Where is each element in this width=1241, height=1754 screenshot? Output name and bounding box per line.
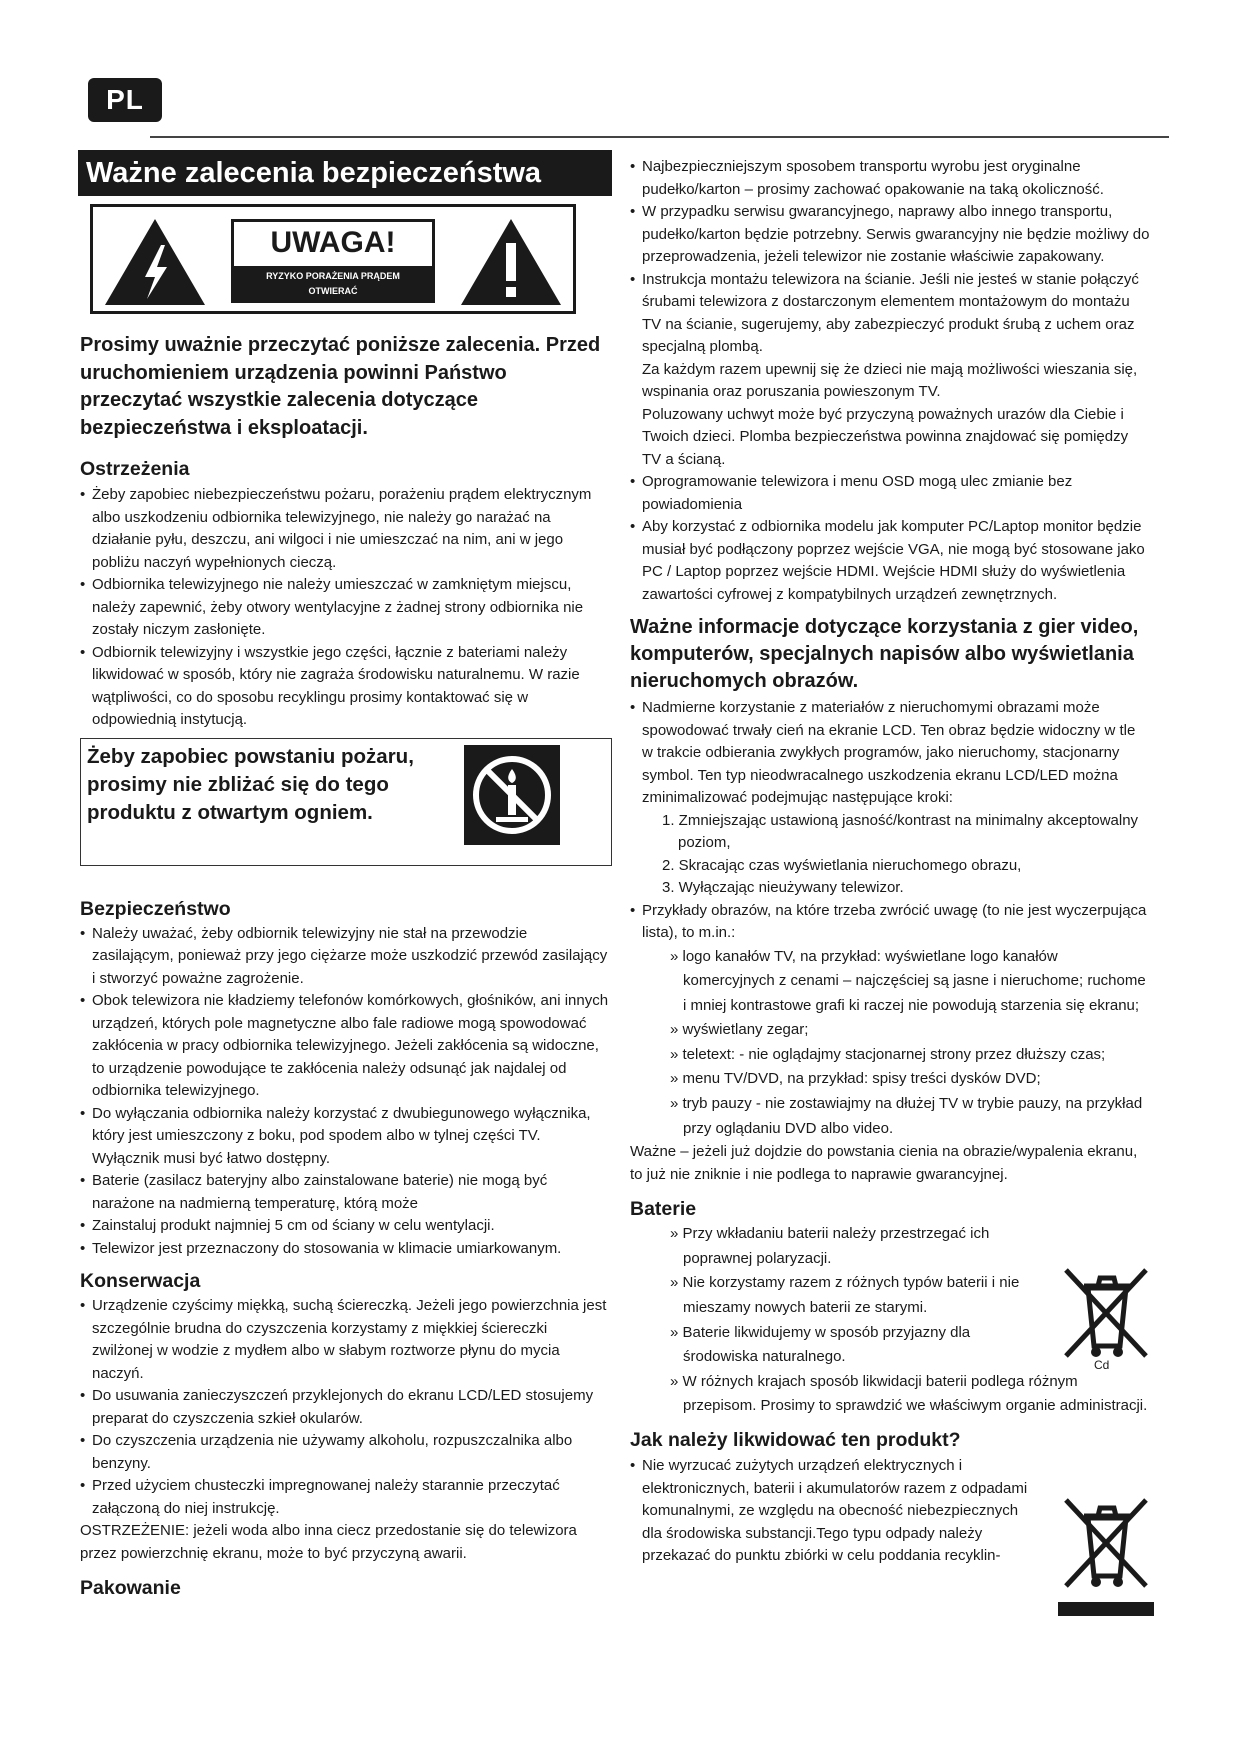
product-weee-group: [1058, 1492, 1154, 1622]
example-item: » logo kanałów TV, na przykład: wyświetlane logo kanałów komercyjnych z cenami – najczęściej są jasne i nieruchome; ruchome i mniej kontrastowe grafi ki raczej nie powodują starzenia się ekranu;: [670, 947, 1146, 1014]
crossed-bin-icon: [1058, 1262, 1154, 1362]
list-item: • Urządzenie czyścimy miękką, suchą ściereczką. Jeżeli jego powierzchnia jest szczególnie brudna do czyszczenia korzystamy z miękkiej ściereczki zwilżonej w wodzie z mydłem albo w słabym roztworze płynu do mycia naczyń.: [80, 1295, 612, 1385]
weee-bar: [1058, 1602, 1154, 1616]
fire-notice-box: [80, 738, 612, 866]
list-item: • W przypadku serwisu gwarancyjnego, naprawy albo innego transportu, pudełko/karton będzie potrzebny. Serwis gwarancyjny nie będzie możliwy do przeprowadzenia, jeżeli telewizor nie zostanie właściwie zapakowany.: [630, 201, 1150, 269]
uwaga-panel: [231, 219, 435, 303]
battery-item: » W różnych krajach sposób likwidacji baterii podlega różnym przepisom. Prosimy to sprawdzić we właściwym organie administracji.: [670, 1372, 1148, 1415]
uwaga-strip: [234, 266, 432, 300]
battery-item: » Baterie likwidujemy w sposób przyjazny dla środowiska naturalnego.: [670, 1323, 971, 1366]
warning-label: [90, 204, 576, 314]
battery-item: » Nie korzystamy razem z różnych typów baterii i nie mieszamy nowych baterii ze starymi.: [670, 1274, 1020, 1317]
uwaga-line-1: RYZYKO PORAŻENIA PRĄDEM: [266, 271, 400, 281]
konserwacja-list: [80, 1295, 612, 1520]
konserwacja-heading: Konserwacja: [80, 1270, 201, 1292]
list-item: • Baterie (zasilacz bateryjny albo zainstalowane baterie) nie mogą być narażone na nadmierną temperaturę, którą może: [80, 1170, 612, 1215]
list-item: • Aby korzystać z odbiornika modelu jak komputer PC/Laptop monitor będzie musiał być podłączony poprzez wejście VGA, nie mogą być stosowane jako PC / Laptop poprzez wejście HDMI. Wejście HDMI służy do wyświetlenia zawartości cyfrowej z kompatybilnych urządzeń zewnętrznych.: [630, 516, 1150, 606]
list-item: • Nie wyrzucać zużytych urządzeń elektrycznych i elektronicznych, baterii i akumulatorów razem z odpadami komunalnymi, ze względu na obecność niebezpiecznych dla środowiska substancji.Tego typu odpady należy przekazać do punktu zbiórki w celu poddania recyklin-: [630, 1455, 1030, 1568]
step-item: 1. Zmniejszając ustawioną jasność/kontrast na minimalny akceptowalny poziom,: [662, 811, 1139, 851]
ostrzezenia-heading: Ostrzeżenia: [80, 458, 190, 480]
gry-list: [630, 697, 1150, 810]
header-rule: [150, 136, 1169, 138]
gry-examples: [630, 945, 1150, 1142]
cd-label: Cd: [1094, 1358, 1110, 1372]
list-item: • Obok telewizora nie kładziemy telefonów komórkowych, głośników, ani innych urządzeń, których pole magnetyczne albo fale radiowe mogą spowodować zakłócenia w pracy odbiornika telewizyjnego. Jeżeli zakłócenia są widoczne, to urządzenie powodujące te zakłócenia należy odsunąć jak najdalej od odbiornika telewizyjnego.: [80, 990, 612, 1103]
gry-list-2: [630, 900, 1150, 945]
crossed-bin-icon: [1058, 1492, 1154, 1592]
step-item: 2. Skracając czas wyświetlania nieruchomego obrazu,: [662, 856, 1022, 874]
list-item: • Telewizor jest przeznaczony do stosowania w klimacie umiarkowanym.: [80, 1238, 612, 1261]
list-item: • Przykłady obrazów, na które trzeba zwrócić uwagę (to nie jest wyczerpująca lista), to m.in.:: [630, 900, 1150, 945]
language-badge: PL: [88, 78, 162, 122]
list-item: • Należy uważać, żeby odbiornik telewizyjny nie stał na przewodzie zasilającym, ponieważ przy jego ciężarze może uszkodzić przewód zasilający i stworzyć poważne zagrożenie.: [80, 923, 612, 991]
likwidacja-heading: Jak należy likwidować ten produkt?: [630, 1429, 961, 1451]
step-item: 3. Wyłączając nieużywany telewizor.: [662, 879, 904, 896]
gry-note: Ważne – jeżeli już dojdzie do powstania cienia na obrazie/wypalenia ekranu, to już nie zniknie i nie podlega to naprawie gwarancyjnej.: [630, 1143, 1138, 1183]
list-item: • Przed użyciem chusteczki impregnowanej należy starannie przeczytać załączoną do niej instrukcję.: [80, 1475, 612, 1520]
example-item: » menu TV/DVD, na przykład: spisy treści dysków DVD;: [670, 1070, 1041, 1088]
konserwacja-note: OSTRZEŻENIE: jeżeli woda albo inna ciecz przedostanie się do telewizora przez powierzchnię ekranu, może to być przyczyną awarii.: [80, 1522, 577, 1562]
baterie-heading: Baterie: [630, 1198, 697, 1221]
left-column: [80, 150, 612, 1601]
uwaga-heading: UWAGA!: [270, 226, 396, 259]
example-item: » teletext: - nie oglądajmy stacjonarnej strony przez dłuższy czas;: [670, 1045, 1106, 1063]
list-item: • Do usuwania zanieczyszczeń przyklejonych do ekranu LCD/LED stosujemy preparat do czyszczenia szkieł okularów.: [80, 1385, 612, 1430]
gry-steps: [630, 810, 1150, 900]
bezpieczenstwo-list: [80, 923, 612, 1261]
bezpieczenstwo-heading: Bezpieczeństwo: [80, 897, 231, 920]
lightning-hazard-icon: [103, 217, 207, 307]
example-item: » tryb pauzy - nie zostawiajmy na dłużej TV w trybie pauzy, na przykład przy oglądaniu DVD albo video.: [670, 1095, 1143, 1137]
list-item: • Odbiornik telewizyjny i wszystkie jego części, łącznie z bateriami należy likwidować w sposób, który nie zagraża środowisku naturalnemu. W razie wątpliwości, co do sposobu recyklingu prosimy kontaktować się w odpowiednią instytucją.: [80, 642, 612, 732]
ostrzezenia-list: [80, 484, 612, 732]
battery-item: » Przy wkładaniu baterii należy przestrzegać ich poprawnej polaryzacji.: [670, 1225, 990, 1267]
list-item: • Oprogramowanie telewizora i menu OSD mogą ulec zmianie bez powiadomienia: [630, 471, 1150, 516]
osd-list: [630, 471, 1150, 606]
pakowanie-heading: Pakowanie: [80, 1577, 181, 1599]
list-item: • Do czyszczenia urządzenia nie używamy alkoholu, rozpuszczalnika albo benzyny.: [80, 1430, 612, 1475]
mount-subnote: Za każdym razem upewnij się że dzieci nie mają możliwości wieszania się, wspinania oraz poruszania powieszonym TV.: [642, 360, 1138, 400]
list-item: • Nadmierne korzystanie z materiałów z nieruchomymi obrazami może spowodować trwały cień na ekranie LCD. Ten obraz będzie widoczny w tle w trakcie odbierania zwykłych programów, jako nieruchomy, stacjonarny symbol. Ten typ nieodwracalnego uszkodzenia ekranu LCD/LED można zminimalizować podejmując następujące kroki:: [630, 697, 1150, 810]
likwidacja-list: [630, 1455, 1030, 1568]
transport-list: [630, 156, 1150, 359]
list-item: • Instrukcja montażu telewizora na ścianie. Jeśli nie jesteś w stanie połączyć śrubami telewizora z dostarczonym elementem montażowym do montażu TV na ścianie, sugerujemy, aby zabezpieczyć produkt śrubą z uchem oraz specjalną plombą.: [630, 269, 1150, 359]
intro-text: Prosimy uważnie przeczytać poniższe zalecenia. Przed uruchomieniem urządzenia powinni Państwo przeczytać wszystkie zalecenia dotyczące bezpieczeństwa i eksploatacji.: [80, 334, 601, 439]
uwaga-line-2: OTWIERAĆ: [308, 286, 358, 296]
mount-subnote-2: Poluzowany uchwyt może być przyczyną poważnych urazów dla Ciebie i Twoich dzieci. Plomba bezpieczeństwa powinna znajdować się pomiędzy TV a ścianą.: [642, 405, 1129, 468]
no-open-flame-icon: [464, 745, 560, 845]
example-item: » wyświetlany zegar;: [670, 1021, 809, 1039]
list-item: • Zainstaluj produkt najmniej 5 cm od ściany w celu wentylacji.: [80, 1215, 612, 1238]
list-item: • Do wyłączania odbiornika należy korzystać z dwubiegunowego wyłącznika, który jest umieszczony z boku, pod spodem albo w tylnej części TV. Wyłącznik musi być łatwo dostępny.: [80, 1103, 612, 1171]
page-title: Ważne zalecenia bezpieczeństwa: [78, 150, 612, 196]
fire-notice: Żeby zapobiec powstaniu pożaru, prosimy nie zbliżać się do tego produktu z otwartym ogniem.: [87, 744, 414, 824]
battery-weee-group: [1058, 1262, 1154, 1376]
exclamation-hazard-icon: [459, 217, 563, 307]
gry-heading: Ważne informacje dotyczące korzystania z gier video, komputerów, specjalnych napisów albo wyświetlania nieruchomych obrazów.: [630, 616, 1139, 692]
list-item: • Odbiornika telewizyjnego nie należy umieszczać w zamkniętym miejscu, należy zapewnić, żeby otwory wentylacyjne z żadnej strony odbiornika nie zostały niczym zasłonięte.: [80, 574, 612, 642]
list-item: • Najbezpieczniejszym sposobem transportu wyrobu jest oryginalne pudełko/karton – prosimy zachować opakowanie na taką okoliczność.: [630, 156, 1150, 201]
list-item: • Żeby zapobiec niebezpieczeństwu pożaru, porażeniu prądem elektrycznym albo uszkodzeniu odbiornika telewizyjnego, nie należy go narażać na działanie pyłu, deszczu, ani wilgoci i nie umieszczać na nim, ani w jego pobliżu naczyń wypełnionych cieczą.: [80, 484, 612, 574]
